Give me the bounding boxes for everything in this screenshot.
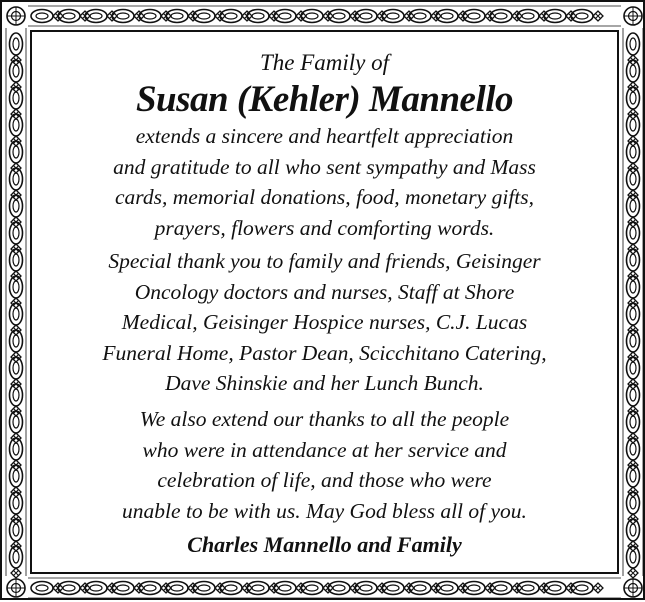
border-oval: [627, 222, 640, 244]
border-oval-inner: [279, 585, 291, 591]
text-line: Oncology doctors and nurses, Staff at Shore: [134, 279, 515, 304]
border-oval: [274, 582, 296, 595]
border-oval: [627, 411, 640, 433]
border-oval: [10, 114, 23, 136]
border-oval-inner: [630, 227, 636, 239]
border-oval: [627, 330, 640, 352]
border-oval: [627, 249, 640, 271]
border-oval-inner: [13, 524, 19, 536]
border-oval-inner: [13, 416, 19, 428]
border-oval-inner: [630, 551, 636, 563]
notice-panel: [30, 30, 619, 574]
border-oval: [10, 357, 23, 379]
border-oval-inner: [144, 13, 156, 19]
border-oval-inner: [630, 362, 636, 374]
border-oval: [627, 168, 640, 190]
border-oval-inner: [13, 173, 19, 185]
border-oval: [517, 10, 539, 23]
border-oval: [247, 582, 269, 595]
border-right-chain: [627, 33, 640, 578]
border-oval-inner: [549, 585, 561, 591]
border-oval: [571, 582, 593, 595]
paragraph-closing: [38, 404, 611, 526]
border-oval-inner: [13, 362, 19, 374]
border-oval: [112, 10, 134, 23]
border-oval-inner: [630, 470, 636, 482]
border-oval: [627, 60, 640, 82]
border-oval-inner: [441, 13, 453, 19]
border-knot-cross: [595, 13, 601, 19]
border-oval-inner: [171, 585, 183, 591]
border-oval-inner: [630, 38, 636, 50]
border-oval: [409, 10, 431, 23]
border-oval: [301, 10, 323, 23]
border-oval-inner: [252, 585, 264, 591]
signature: Charles Mannello and Family: [187, 532, 462, 557]
text-line: and gratitude to all who sent sympathy and Mass: [113, 154, 536, 179]
border-oval: [10, 411, 23, 433]
border-oval: [85, 582, 107, 595]
border-oval: [58, 582, 80, 595]
paragraph-special-thanks: [38, 246, 611, 399]
text-line: unable to be with us. May God bless all of you.: [122, 498, 527, 523]
border-oval: [627, 141, 640, 163]
border-oval-inner: [13, 470, 19, 482]
border-oval-inner: [117, 585, 129, 591]
border-oval: [436, 582, 458, 595]
border-oval-inner: [13, 38, 19, 50]
notice-content: [32, 32, 617, 572]
border-oval-inner: [495, 13, 507, 19]
border-oval: [166, 10, 188, 23]
border-oval-inner: [117, 13, 129, 19]
border-oval-inner: [576, 13, 588, 19]
border-oval: [10, 87, 23, 109]
border-oval: [10, 519, 23, 541]
border-oval-inner: [13, 281, 19, 293]
border-oval-inner: [144, 585, 156, 591]
border-knot-cross: [13, 570, 19, 576]
border-oval: [85, 10, 107, 23]
border-oval-inner: [13, 389, 19, 401]
deceased-name: Susan (Kehler) Mannello: [135, 79, 514, 120]
border-oval-inner: [13, 119, 19, 131]
border-oval-inner: [13, 146, 19, 158]
border-oval: [10, 276, 23, 298]
border-oval: [10, 492, 23, 514]
border-oval: [382, 582, 404, 595]
border-oval-inner: [13, 227, 19, 239]
border-oval-inner: [198, 13, 210, 19]
text-line: Medical, Geisinger Hospice nurses, C.J. Lucas: [121, 310, 528, 334]
border-oval: [627, 303, 640, 325]
border-oval: [166, 582, 188, 595]
border-oval-inner: [522, 585, 534, 591]
border-oval-inner: [630, 92, 636, 104]
border-oval-inner: [306, 585, 318, 591]
border-oval-inner: [13, 200, 19, 212]
border-oval: [355, 10, 377, 23]
text-line: Dave Shinskie and her Lunch Bunch.: [165, 371, 484, 395]
border-oval-inner: [333, 13, 345, 19]
border-oval-inner: [630, 281, 636, 293]
text-line: who were in attendance at her service and: [142, 437, 507, 462]
text-line: cards, memorial donations, food, monetary gifts,: [114, 185, 535, 209]
border-oval: [31, 10, 53, 23]
border-oval: [10, 303, 23, 325]
text-line: extends a sincere and heartfelt appreciation: [135, 124, 514, 148]
border-oval: [10, 384, 23, 406]
border-oval-inner: [630, 443, 636, 455]
border-oval: [10, 168, 23, 190]
border-oval-inner: [13, 497, 19, 509]
border-oval-inner: [171, 13, 183, 19]
border-oval: [517, 582, 539, 595]
border-oval: [544, 582, 566, 595]
border-oval: [627, 195, 640, 217]
border-oval: [10, 465, 23, 487]
border-oval: [328, 582, 350, 595]
border-oval: [31, 582, 53, 595]
border-oval: [220, 10, 242, 23]
border-oval: [627, 33, 640, 55]
border-oval: [220, 582, 242, 595]
border-oval: [10, 33, 23, 55]
border-oval-inner: [576, 585, 588, 591]
border-oval-inner: [63, 13, 75, 19]
border-oval-inner: [36, 585, 48, 591]
border-oval-inner: [13, 92, 19, 104]
border-oval-inner: [441, 585, 453, 591]
border-oval-inner: [522, 13, 534, 19]
border-oval-inner: [630, 416, 636, 428]
border-oval-inner: [13, 335, 19, 347]
border-oval: [355, 582, 377, 595]
border-oval-inner: [630, 173, 636, 185]
border-oval: [627, 114, 640, 136]
notice-lead: The Family of: [259, 50, 390, 75]
border-oval-inner: [414, 585, 426, 591]
border-oval-inner: [13, 443, 19, 455]
border-oval: [10, 60, 23, 82]
border-oval-inner: [414, 13, 426, 19]
border-oval-inner: [549, 13, 561, 19]
border-oval-inner: [387, 13, 399, 19]
border-oval-inner: [630, 308, 636, 320]
text-line: prayers, flowers and comforting words.: [154, 215, 495, 240]
border-oval: [139, 10, 161, 23]
border-oval-inner: [13, 65, 19, 77]
border-oval-inner: [90, 585, 102, 591]
border-oval: [193, 10, 215, 23]
border-oval-inner: [630, 146, 636, 158]
border-oval-inner: [630, 254, 636, 266]
border-oval-inner: [13, 308, 19, 320]
border-oval: [301, 582, 323, 595]
border-oval-inner: [279, 13, 291, 19]
border-oval: [463, 582, 485, 595]
border-oval: [58, 10, 80, 23]
border-oval: [193, 582, 215, 595]
text-line: We also extend our thanks to all the people: [139, 407, 510, 431]
border-oval-inner: [333, 585, 345, 591]
border-oval: [10, 195, 23, 217]
border-oval: [112, 582, 134, 595]
border-oval-inner: [225, 13, 237, 19]
border-oval: [627, 438, 640, 460]
border-oval: [10, 249, 23, 271]
border-oval: [10, 546, 23, 568]
text-line: Special thank you to family and friends, Geisinger: [108, 249, 541, 273]
border-oval-inner: [360, 585, 372, 591]
border-oval-inner: [225, 585, 237, 591]
border-oval: [627, 357, 640, 379]
border-oval: [627, 546, 640, 568]
border-oval-inner: [13, 551, 19, 563]
border-oval: [10, 141, 23, 163]
border-oval: [139, 582, 161, 595]
border-oval: [490, 582, 512, 595]
border-oval: [328, 10, 350, 23]
border-oval-inner: [468, 585, 480, 591]
border-oval: [247, 10, 269, 23]
border-oval-inner: [90, 13, 102, 19]
border-oval: [544, 10, 566, 23]
border-oval-inner: [468, 13, 480, 19]
border-oval: [627, 465, 640, 487]
text-line: Funeral Home, Pastor Dean, Scicchitano Catering,: [102, 340, 547, 365]
border-oval: [627, 384, 640, 406]
border-bottom-chain: [31, 582, 603, 595]
border-oval-inner: [36, 13, 48, 19]
border-oval: [10, 222, 23, 244]
border-oval: [436, 10, 458, 23]
border-oval-inner: [495, 585, 507, 591]
border-oval-inner: [630, 200, 636, 212]
border-oval-inner: [630, 497, 636, 509]
border-oval: [409, 582, 431, 595]
border-oval: [10, 438, 23, 460]
border-oval: [10, 330, 23, 352]
text-line: celebration of life, and those who were: [157, 468, 492, 492]
border-oval-inner: [630, 335, 636, 347]
border-knot-cross: [595, 585, 601, 591]
border-oval-inner: [63, 585, 75, 591]
border-oval-inner: [13, 254, 19, 266]
border-oval: [382, 10, 404, 23]
paragraph-appreciation: [38, 121, 611, 243]
border-oval: [490, 10, 512, 23]
border-oval-inner: [630, 524, 636, 536]
border-oval: [627, 87, 640, 109]
border-oval-inner: [198, 585, 210, 591]
border-oval: [627, 519, 640, 541]
border-oval: [627, 492, 640, 514]
border-oval: [571, 10, 593, 23]
border-oval-inner: [306, 13, 318, 19]
border-oval-inner: [387, 585, 399, 591]
border-oval-inner: [252, 13, 264, 19]
border-oval: [463, 10, 485, 23]
border-oval-inner: [630, 119, 636, 131]
border-oval: [627, 276, 640, 298]
border-oval: [274, 10, 296, 23]
border-knot-cross: [630, 570, 636, 576]
border-oval-inner: [360, 13, 372, 19]
border-oval-inner: [630, 389, 636, 401]
border-oval-inner: [630, 65, 636, 77]
